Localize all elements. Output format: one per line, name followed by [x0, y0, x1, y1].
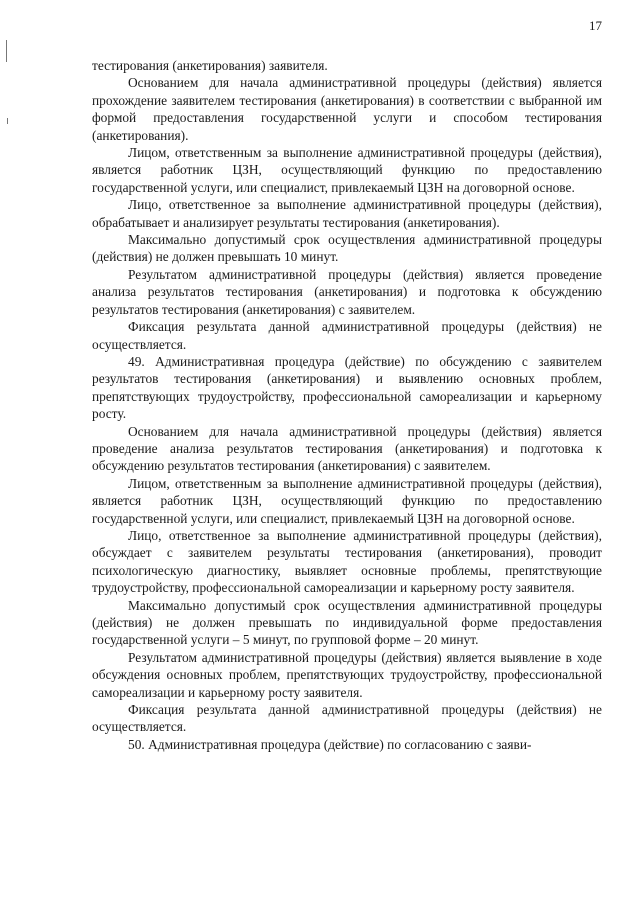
paragraph: Результатом административной процедуры (действия) является выявление в ходе обсуждения основных проблем, препятствующих трудоустройству, профессиональной самореализации и карьерному росту заявителя.: [92, 649, 602, 700]
paragraph: Лицо, ответственное за выполнение административной процедуры (действия), обрабатывает и анализирует результаты тестирования (анкетирования).: [92, 197, 602, 230]
section-heading-50: 50. Административная процедура (действие) по согласованию с заяви-: [128, 736, 532, 752]
paragraph: Лицом, ответственным за выполнение административной процедуры (действия), является работник ЦЗН, осуществляющий функцию по предоставлению государственной услуги, или специалист, привлекаемый ЦЗН на договорной основе.: [92, 145, 602, 195]
paragraph: Максимально допустимый срок осуществления административной процедуры (действия) не должен превышать по индивидуальной форме предоставления государственной услуги – 5 минут, по групповой форме – 20 минут.: [92, 597, 602, 648]
paragraph: Фиксация результата данной административной процедуры (действия) не осуществляется.: [92, 702, 602, 735]
paragraph: Основанием для начала административной процедуры (действия) является проведение анализа результатов тестирования (анкетирования) и подготовка к обсуждению результатов тестирования (анкетирования) с заявителем.: [92, 423, 602, 474]
paragraph: тестирования (анкетирования) заявителя.: [92, 58, 328, 73]
document-body: [92, 57, 602, 753]
scan-mark-left-mid: [7, 118, 8, 124]
paragraph: Лицом, ответственным за выполнение административной процедуры (действия), является работник ЦЗН, осуществляющий функцию по предоставлению государственной услуги, или специалист, привлекаемый ЦЗН на договорной основе.: [92, 475, 602, 526]
paragraph: Результатом административной процедуры (действия) является проведение анализа результатов тестирования (анкетирования) и подготовка к обсуждению результатов тестирования (анкетирования) с заявителем.: [92, 266, 602, 317]
section-heading-49: 49. Административная процедура (действие) по обсуждению с заявителем результатов тестирования (анкетирования) и выявлению основных проблем, препятствующих трудоустройству, профессиональной самореализации и карьерному росту.: [92, 353, 602, 422]
paragraph: Основанием для начала административной процедуры (действия) является прохождение заявителем тестирования (анкетирования) в соответствии с выбранной им формой предоставления государственной услуги и способом тестирования (анкетирования).: [92, 75, 602, 143]
scan-mark-left-top: [6, 40, 7, 62]
paragraph: Максимально допустимый срок осуществления административной процедуры (действия) не должен превышать 10 минут.: [92, 232, 602, 265]
page-number: 17: [589, 18, 602, 33]
paragraph: Фиксация результата данной административной процедуры (действия) не осуществляется.: [92, 319, 602, 352]
paragraph: Лицо, ответственное за выполнение административной процедуры (действия), обсуждает с заявителем результаты тестирования (анкетирования), проводит психологическую диагностику, выявляет основные проблемы, препятствующие трудоустройству, профессиональной самореализации и карьерному росту заявителя.: [92, 527, 602, 596]
